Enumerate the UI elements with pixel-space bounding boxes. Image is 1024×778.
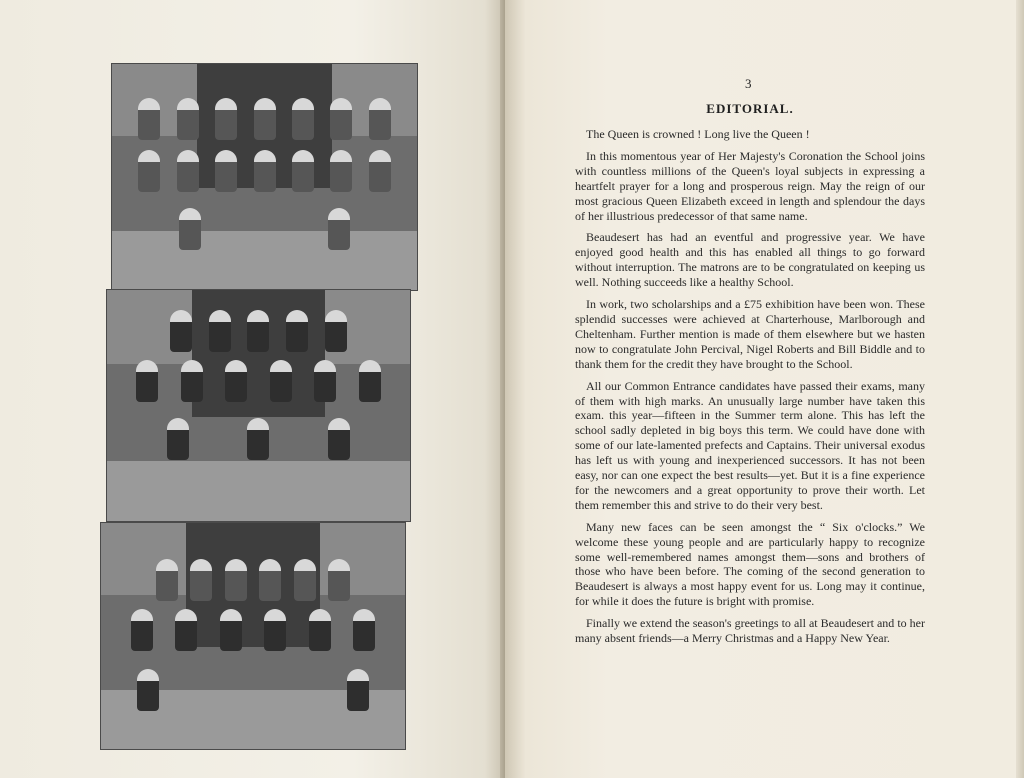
- page-edge: [1016, 0, 1024, 778]
- paragraph: In this momentous year of Her Majesty's Coronation the School joins with countless millions of the Queen's loyal subjects in expressing a heartfelt prayer for a long and prosperous reign. May the reign of our most gracious Queen Elizabeth exceed in length and splendour the days of her illustrious predecessor of that same name.: [575, 148, 925, 223]
- team-photo-3: [100, 522, 406, 750]
- editorial-text: [575, 127, 925, 653]
- page-number: 3: [745, 76, 752, 91]
- paragraph: Beaudesert has had an eventful and progressive year. We have enjoyed good health and this has enabled all things to go forward without interruption. The matrons are to be congratulated on keeping us well. Nothing succeeds like a healthy School.: [575, 230, 925, 290]
- team-photo-1: [111, 63, 418, 291]
- paragraph: Finally we extend the season's greetings to all at Beaudesert and to her many absent friends—a Merry Christmas and a Happy New Year.: [575, 616, 925, 646]
- paragraph: Many new faces can be seen amongst the “ Six o'clocks.” We welcome these young people and are particularly happy to recognize some well-remembered names amongst them—sons and brothers of those who have been before. The coming of the second generation to Beaudesert is always a most happy event for us. Long may it continue, for while it does the future is bright with promise.: [575, 519, 925, 609]
- team-photo-2: [106, 289, 411, 522]
- editorial-heading: EDITORIAL.: [706, 101, 794, 116]
- left-page: [0, 0, 505, 778]
- paragraph: All our Common Entrance candidates have passed their exams, many of them with high marks. An unusually large number have taken this exam. this year—fifteen in the Summer term alone. This has left the school sadly depleted in big boys this term. We could have done with some of our late-lamented prefects and Captains. Their universal exodus has left us with young and inexperienced successors. It has not been easy, nor can one expect the best results—yet. But it is a fine experience for the newcomers and a great opportunity to prove their worth. Let them remember this and strive to do their very best.: [575, 378, 925, 512]
- paragraph: The Queen is crowned ! Long live the Queen !: [586, 127, 810, 141]
- paragraph: In work, two scholarships and a £75 exhibition have been won. These splendid successes were achieved at Charterhouse, Marlborough and Cheltenham. Further mention is made of them elsewhere but we hasten now to congratulate John Percival, Nigel Roberts and Bill Biddle and to thank them for the credit they have brought to the School.: [575, 297, 925, 371]
